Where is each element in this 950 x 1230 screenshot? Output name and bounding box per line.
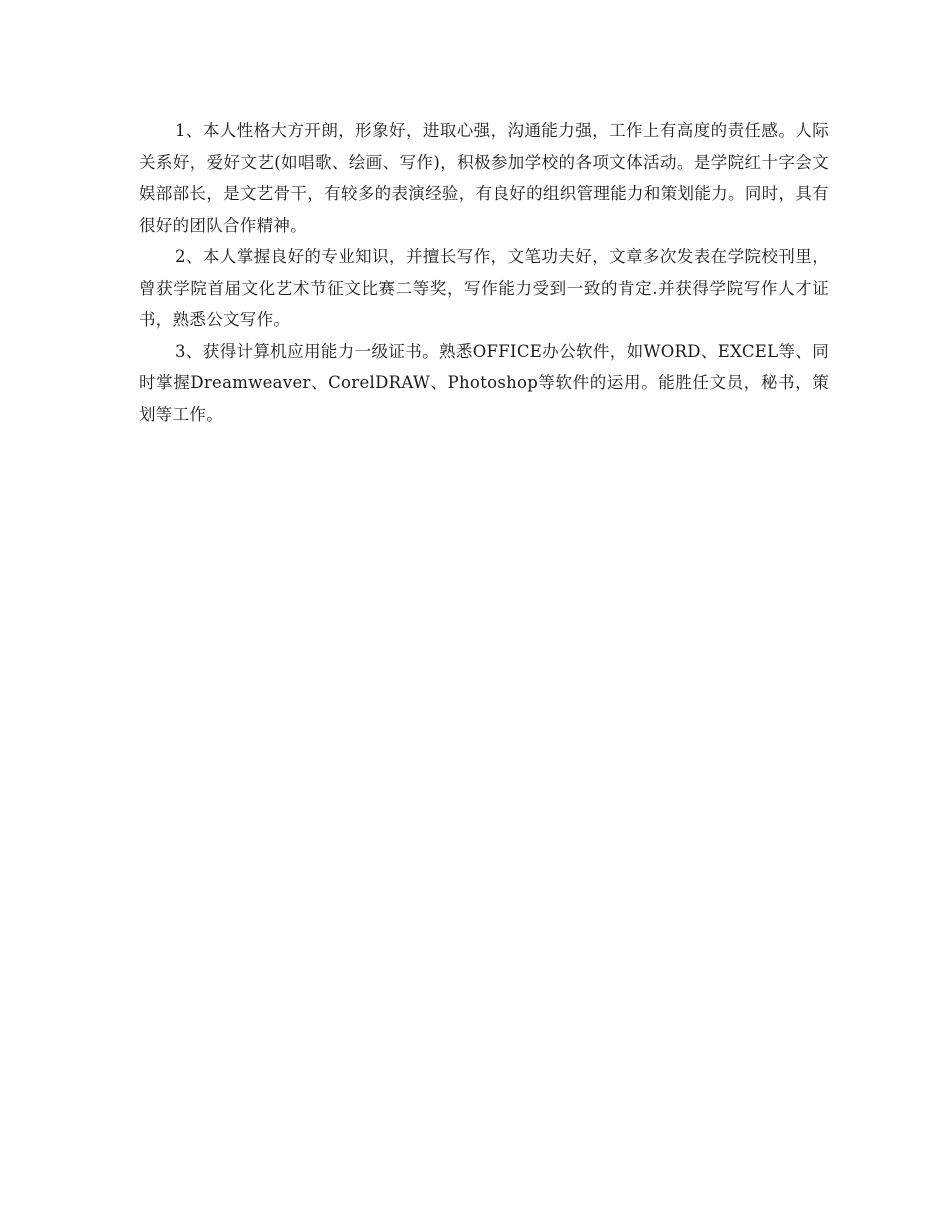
document-body xyxy=(139,115,829,430)
paragraph-writing-skills: 2、本人掌握良好的专业知识，并擅长写作，文笔功夫好，文章多次发表在学院校刊里，曾获学院首届文化艺术节征文比赛二等奖，写作能力受到一致的肯定.并获得学院写作人才证书，熟悉公文写作。 xyxy=(139,247,829,329)
paragraph-personality: 1、本人性格大方开朗，形象好，进取心强，沟通能力强，工作上有高度的责任感。人际关系好，爱好文艺(如唱歌、绘画、写作)，积极参加学校的各项文体活动。是学院红十字会文娱部部长，是文艺骨干，有较多的表演经验，有良好的组织管理能力和策划能力。同时，具有很好的团队合作精神。 xyxy=(139,121,829,235)
paragraph-computer-skills: 3、获得计算机应用能力一级证书。熟悉OFFICE办公软件，如WORD、EXCEL等、同时掌握Dreamweaver、CorelDRAW、Photoshop等软件的运用。能胜任文员，秘书，策划等工作。 xyxy=(139,341,829,424)
